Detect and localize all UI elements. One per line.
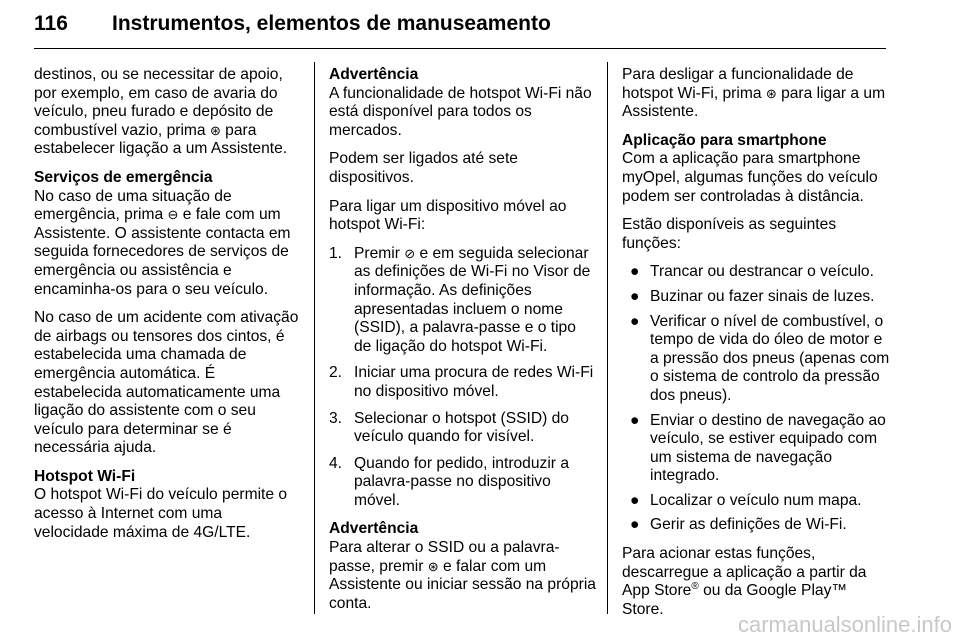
bullet-icon: ● [630, 491, 640, 509]
section-app: Aplicação para smartphone Com a aplicação para smartphone myOpel, algumas funções do veículo podem ser controladas à distância. [622, 132, 890, 206]
page-header [34, 10, 886, 46]
section-heading: Hotspot Wi-Fi [34, 467, 136, 485]
note-box [329, 520, 597, 613]
bullet-icon: ● [630, 263, 640, 281]
note-title: Advertência [329, 520, 419, 538]
column-middle [329, 66, 597, 623]
section-heading: Aplicação para smartphone [622, 131, 827, 149]
page-number: 116 [34, 12, 68, 35]
paragraph: No caso de um acidente com ativação de airbags ou tensores dos cintos, é estabelecida uma chamada de emergência automática. É estabelecida automaticamente uma ligação do assistente com o seu veículo para determinar se é necessária ajuda. [34, 309, 299, 457]
registered-mark: ® [691, 581, 699, 593]
note-body: Para alterar o SSID ou a palavra-passe, premir ⊛ e falar com um Assistente ou iniciar sessão na própria conta. [329, 539, 596, 612]
column-right [622, 66, 890, 629]
column-divider [607, 62, 608, 614]
settings-icon: ⊘ [404, 245, 416, 261]
list-item: 2. Iniciar uma procura de redes Wi-Fi no dispositivo móvel. [329, 364, 594, 400]
section-emergency: Serviços de emergência No caso de uma situação de emergência, prima ⊖ e fale com um Assistente. O assistente contacta em seguida fornecedores de serviços de emergência ou assistência e encaminha-os para o seu veículo. [34, 169, 300, 299]
chapter-title: Instrumentos, elementos de manuseamento [112, 12, 551, 35]
bullet-icon: ● [630, 287, 640, 305]
bullet-icon: ● [630, 312, 640, 330]
note-title: Advertência [329, 66, 419, 83]
list-item: 1. Premir ⊘ e em seguida selecionar as definições de Wi-Fi no Visor de informação. As definições apresentadas incluem o nome (SSID), a palavra-passe e o tipo de ligação do hotspot Wi-Fi. [329, 244, 591, 355]
list-item: 3. Selecionar o hotspot (SSID) do veículo quando for visível. [329, 409, 569, 446]
section-hotspot: Hotspot Wi-Fi O hotspot Wi-Fi do veículo permite o acesso à Internet com uma velocidade máxima de 4G/LTE. [34, 468, 300, 542]
assistant-icon: ⊛ [765, 85, 777, 101]
list-item: 4. Quando for pedido, introduzir a palavra-passe no dispositivo móvel. [329, 454, 569, 509]
paragraph: destinos, ou se necessitar de apoio, por exemplo, em caso de avaria do veículo, pneu furado e depósito de combustível vazio, prima ⊛ para estabelecer ligação a um Assistente. [34, 66, 288, 158]
watermark: carmanualsonline.info [737, 612, 952, 637]
steps-list [329, 245, 597, 511]
list-item: ● Localizar o veículo num mapa. [630, 491, 862, 509]
note-box [329, 66, 597, 140]
paragraph: Para ligar um dispositivo móvel ao hotspot Wi-Fi: [329, 197, 567, 234]
paragraph: Para desligar a funcionalidade de hotspot Wi-Fi, prima ⊛ para ligar a um Assistente. [622, 66, 886, 121]
paragraph: Estão disponíveis as seguintes funções: [622, 216, 837, 252]
section-heading: Serviços de emergência [34, 168, 213, 186]
list-item: ● Gerir as definições de Wi-Fi. [630, 516, 847, 534]
sos-icon: ⊖ [167, 207, 179, 223]
assistant-icon: ⊛ [209, 122, 221, 138]
paragraph: Podem ser ligados até sete dispositivos. [329, 150, 518, 186]
functions-list [622, 263, 890, 535]
list-item: ● Enviar o destino de navegação ao veículo, se estiver equipado com um sistema de navegação integrado. [630, 411, 886, 485]
bullet-icon: ● [630, 516, 640, 534]
paragraph: Para acionar estas funções, descarregue a aplicação a partir da App Store® ou da Google Play™ Store. [622, 545, 867, 618]
column-left [34, 66, 300, 552]
bullet-icon: ● [630, 411, 640, 429]
column-divider [314, 62, 315, 614]
list-item: ● Verificar o nível de combustível, o tempo de vida do óleo de motor e a pressão dos pneus (apenas com o sistema de controlo da pressão dos pneus). [630, 312, 890, 404]
list-item: ● Trancar ou destrancar o veículo. [630, 263, 874, 281]
header-rule [34, 48, 886, 49]
list-item: ● Buzinar ou fazer sinais de luzes. [630, 287, 875, 305]
note-body: A funcionalidade de hotspot Wi-Fi não está disponível para todos os mercados. [329, 84, 592, 139]
assistant-icon: ⊛ [427, 558, 439, 574]
